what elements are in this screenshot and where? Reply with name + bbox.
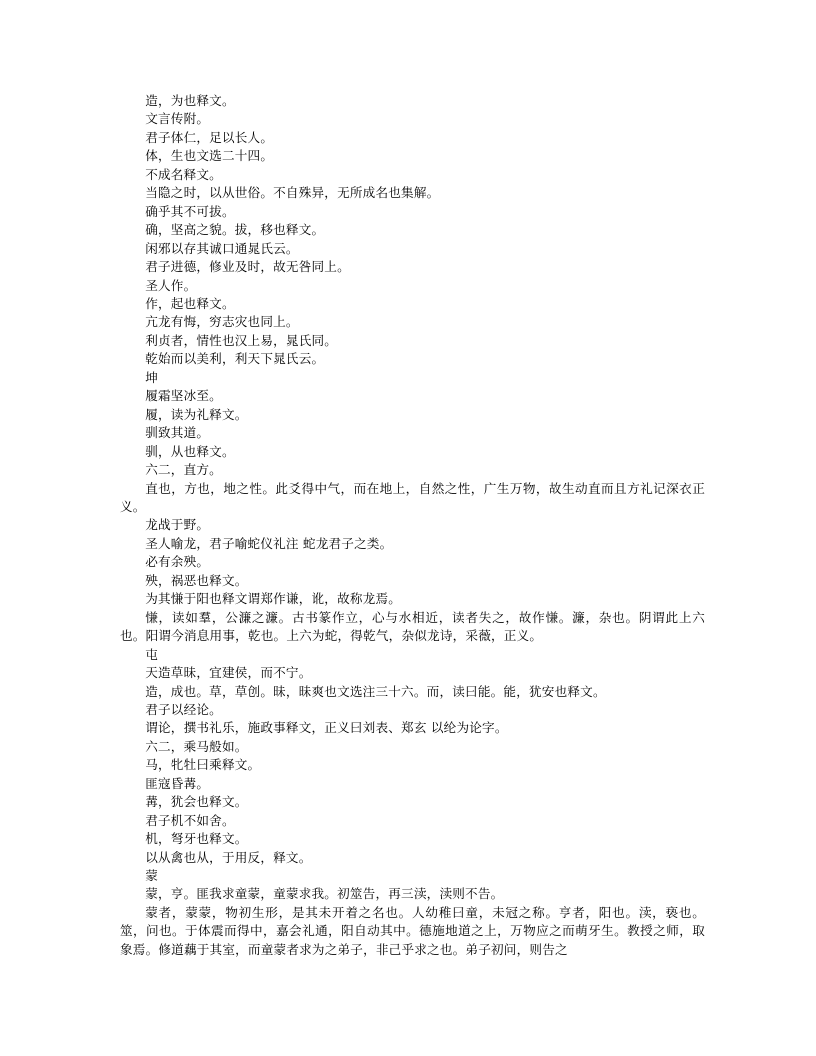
- text-line: 为其慊于阳也释文谓郑作谦，讹，故称龙焉。: [145, 591, 402, 607]
- text-line: 作，起也释文。: [145, 295, 235, 311]
- text-line: 驯，从也释文。: [145, 443, 235, 459]
- text-line: 亢龙有悔，穷志灾也同上。: [145, 314, 299, 330]
- text-line: 龙战于野。: [145, 517, 210, 533]
- text-line: 冓，犹会也释文。: [145, 794, 248, 810]
- text-line: 机，弩牙也释文。: [145, 831, 248, 847]
- text-line: 造，成也。草，草创。昧，昧爽也文选注三十六。而，读曰能。能，犹安也释文。: [145, 683, 606, 699]
- text-paragraph: 蒙者，蒙蒙，物初生形，是其未开着之名也。人幼稚曰童，未冠之称。亨者，阳也。渎，亵也。筮，问也。于体震而得中，嘉会礼通，阳自动其中。德施地道之上，万物应之而萌牙生。教授之师，取象焉。修道藕于其室，而童蒙者求为之弟子，非己乎求之也。弟子初问，则告之: [120, 904, 705, 957]
- section-heading: 坤: [145, 369, 158, 385]
- section-heading: 蒙: [145, 868, 158, 884]
- text-line: 谓论，撰书礼乐，施政事释文，正义曰刘表、郑玄 以纶为论字。: [145, 720, 508, 736]
- text-line: 必有余殃。: [145, 554, 210, 570]
- text-line: 君子机不如舍。: [145, 812, 235, 828]
- text-line: 利贞者，情性也汉上易，晁氏同。: [145, 332, 338, 348]
- text-line: 体，生也文选二十四。: [145, 148, 274, 164]
- text-line: 确，坚高之貌。拔，移也释文。: [145, 222, 325, 238]
- text-line: 匪寇昏冓。: [145, 775, 210, 791]
- text-line: 君子体仁，足以长人。: [145, 129, 274, 145]
- text-line: 天造草昧，宜建侯，而不宁。: [145, 665, 312, 681]
- text-line: 六二，乘马般如。: [145, 738, 248, 754]
- text-line: 君子进德，修业及时，故无咎同上。: [145, 259, 350, 275]
- text-paragraph: 直也，方也，地之性。此爻得中气，而在地上，自然之性，广生万物，故生动直而且方礼记深衣正义。: [120, 480, 705, 514]
- text-line: 六二，直方。: [145, 462, 222, 478]
- text-line: 文言传附。: [145, 111, 210, 127]
- text-line: 不成名释文。: [145, 166, 222, 182]
- document-body: [120, 92, 705, 959]
- text-line: 乾始而以美利，利天下晁氏云。: [145, 351, 325, 367]
- text-line: 闲邪以存其诚口通晁氏云。: [145, 240, 299, 256]
- text-line: 履，读为礼释文。: [145, 406, 248, 422]
- text-line: 马，牝牡曰乘释文。: [145, 757, 261, 773]
- text-line: 当隐之时，以从世俗。不自殊异，无所成名也集解。: [145, 185, 440, 201]
- text-line: 确乎其不可拔。: [145, 203, 235, 219]
- text-line: 圣人喻龙，君子喻蛇仪礼注 蛇龙君子之类。: [145, 535, 393, 551]
- text-line: 殃，祸恶也释文。: [145, 572, 248, 588]
- text-line: 蒙，亨。匪我求童蒙，童蒙求我。初筮告，再三渎，渎则不告。: [145, 886, 504, 902]
- text-paragraph: 慊，读如羣，公濂之濂。古书篆作立，心与水相近，读者失之，故作慊。濂，杂也。阴谓此上六也。阳谓今消息用事，乾也。上六为蛇，得乾气，杂似龙诗，采薇，正义。: [120, 609, 705, 644]
- text-line: 君子以经论。: [145, 701, 222, 717]
- text-line: 以从禽也从，于用反，释文。: [145, 849, 312, 865]
- text-line: 造，为也释文。: [145, 93, 235, 108]
- text-line: 履霜坚冰至。: [145, 388, 222, 404]
- text-line: 驯致其道。: [145, 425, 210, 441]
- section-heading: 屯: [145, 646, 158, 662]
- text-line: 圣人作。: [145, 277, 197, 293]
